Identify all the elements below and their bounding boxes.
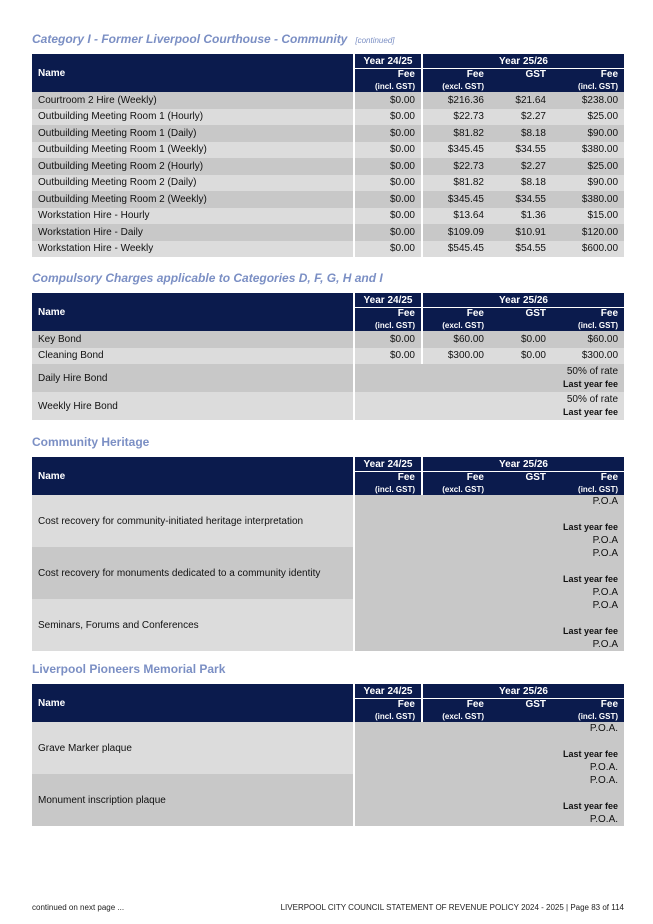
header-fee-incl-prev: Fee (incl. GST) [353, 307, 421, 331]
header-name: Name [32, 293, 353, 331]
table-row: Key Bond $0.00 $60.00 $0.00 $60.00 [32, 331, 624, 348]
header-year-curr: Year 25/26 [421, 54, 624, 68]
header-year-prev: Year 24/25 [353, 293, 421, 307]
table-row: Workstation Hire - Daily $0.00 $109.09 $10.91 $120.00 [32, 224, 624, 241]
header-name: Name [32, 54, 353, 92]
header-fee-excl: Fee (excl. GST) [421, 307, 490, 331]
table-row: Weekly Hire Bond 50% of rate Last year fee [32, 392, 624, 420]
header-fee-incl-prev: Fee (incl. GST) [353, 471, 421, 495]
table-row: Grave Marker plaque P.O.A. Last year fee P.O.A. [32, 722, 624, 774]
header-fee-incl-prev: Fee (incl. GST) [353, 698, 421, 722]
table-row: Outbuilding Meeting Room 2 (Hourly) $0.00 $22.73 $2.27 $25.00 [32, 158, 624, 175]
header-fee-incl: Fee (incl. GST) [552, 307, 624, 331]
fee-table-heritage [32, 457, 624, 651]
header-year-prev: Year 24/25 [353, 457, 421, 471]
header-fee-excl: Fee (excl. GST) [421, 68, 490, 92]
table-row: Courtroom 2 Hire (Weekly) $0.00 $216.36 $21.64 $238.00 [32, 92, 624, 109]
table-row: Monument inscription plaque P.O.A. Last year fee P.O.A. [32, 774, 624, 826]
header-gst: GST [490, 698, 552, 722]
footer-page-info: LIVERPOOL CITY COUNCIL STATEMENT OF REVENUE POLICY 2024 - 2025 | Page 83 of 114 [280, 903, 624, 912]
fee-table-pioneers [32, 684, 624, 826]
header-gst: GST [490, 307, 552, 331]
header-fee-incl: Fee (incl. GST) [552, 68, 624, 92]
table-row: Workstation Hire - Weekly $0.00 $545.45 $54.55 $600.00 [32, 241, 624, 258]
header-name: Name [32, 684, 353, 722]
section-title-heritage: Community Heritage [32, 435, 150, 449]
header-fee-excl: Fee (excl. GST) [421, 698, 490, 722]
table-row: Outbuilding Meeting Room 1 (Weekly) $0.00 $345.45 $34.55 $380.00 [32, 142, 624, 159]
header-year-prev: Year 24/25 [353, 684, 421, 698]
fee-table-courthouse [32, 54, 624, 257]
table-row: Outbuilding Meeting Room 2 (Daily) $0.00 $81.82 $8.18 $90.00 [32, 175, 624, 192]
header-year-curr: Year 25/26 [421, 457, 624, 471]
header-gst: GST [490, 471, 552, 495]
header-fee-incl-prev: Fee (incl. GST) [353, 68, 421, 92]
table-row: Daily Hire Bond 50% of rate Last year fee [32, 364, 624, 392]
header-year-prev: Year 24/25 [353, 54, 421, 68]
footer-continued: continued on next page ... [32, 903, 125, 912]
header-year-curr: Year 25/26 [421, 293, 624, 307]
table-row: Outbuilding Meeting Room 1 (Hourly) $0.00 $22.73 $2.27 $25.00 [32, 109, 624, 126]
table-row: Cost recovery for community-initiated heritage interpretation P.O.A Last year fee P.O.A [32, 495, 624, 547]
table-row: Workstation Hire - Hourly $0.00 $13.64 $1.36 $15.00 [32, 208, 624, 225]
fee-table-compulsory [32, 293, 624, 420]
header-fee-excl: Fee (excl. GST) [421, 471, 490, 495]
header-fee-incl: Fee (incl. GST) [552, 471, 624, 495]
header-year-curr: Year 25/26 [421, 684, 624, 698]
table-row: Outbuilding Meeting Room 1 (Daily) $0.00 $81.82 $8.18 $90.00 [32, 125, 624, 142]
section-title-text: Category I - Former Liverpool Courthouse - Community [32, 32, 348, 46]
table-row: Outbuilding Meeting Room 2 (Weekly) $0.00 $345.45 $34.55 $380.00 [32, 191, 624, 208]
table-row: Cleaning Bond $0.00 $300.00 $0.00 $300.00 [32, 348, 624, 365]
table-row: Cost recovery for monuments dedicated to a community identity P.O.A Last year fee P.O.A [32, 547, 624, 599]
continued-label: [continued] [355, 36, 395, 45]
section-title-courthouse [32, 32, 395, 46]
section-title-compulsory: Compulsory Charges applicable to Categories D, F, G, H and I [32, 271, 383, 285]
header-name: Name [32, 457, 353, 495]
header-gst: GST [490, 68, 552, 92]
section-title-pioneers: Liverpool Pioneers Memorial Park [32, 662, 226, 676]
header-fee-incl: Fee (incl. GST) [552, 698, 624, 722]
table-row: Seminars, Forums and Conferences P.O.A Last year fee P.O.A [32, 599, 624, 651]
